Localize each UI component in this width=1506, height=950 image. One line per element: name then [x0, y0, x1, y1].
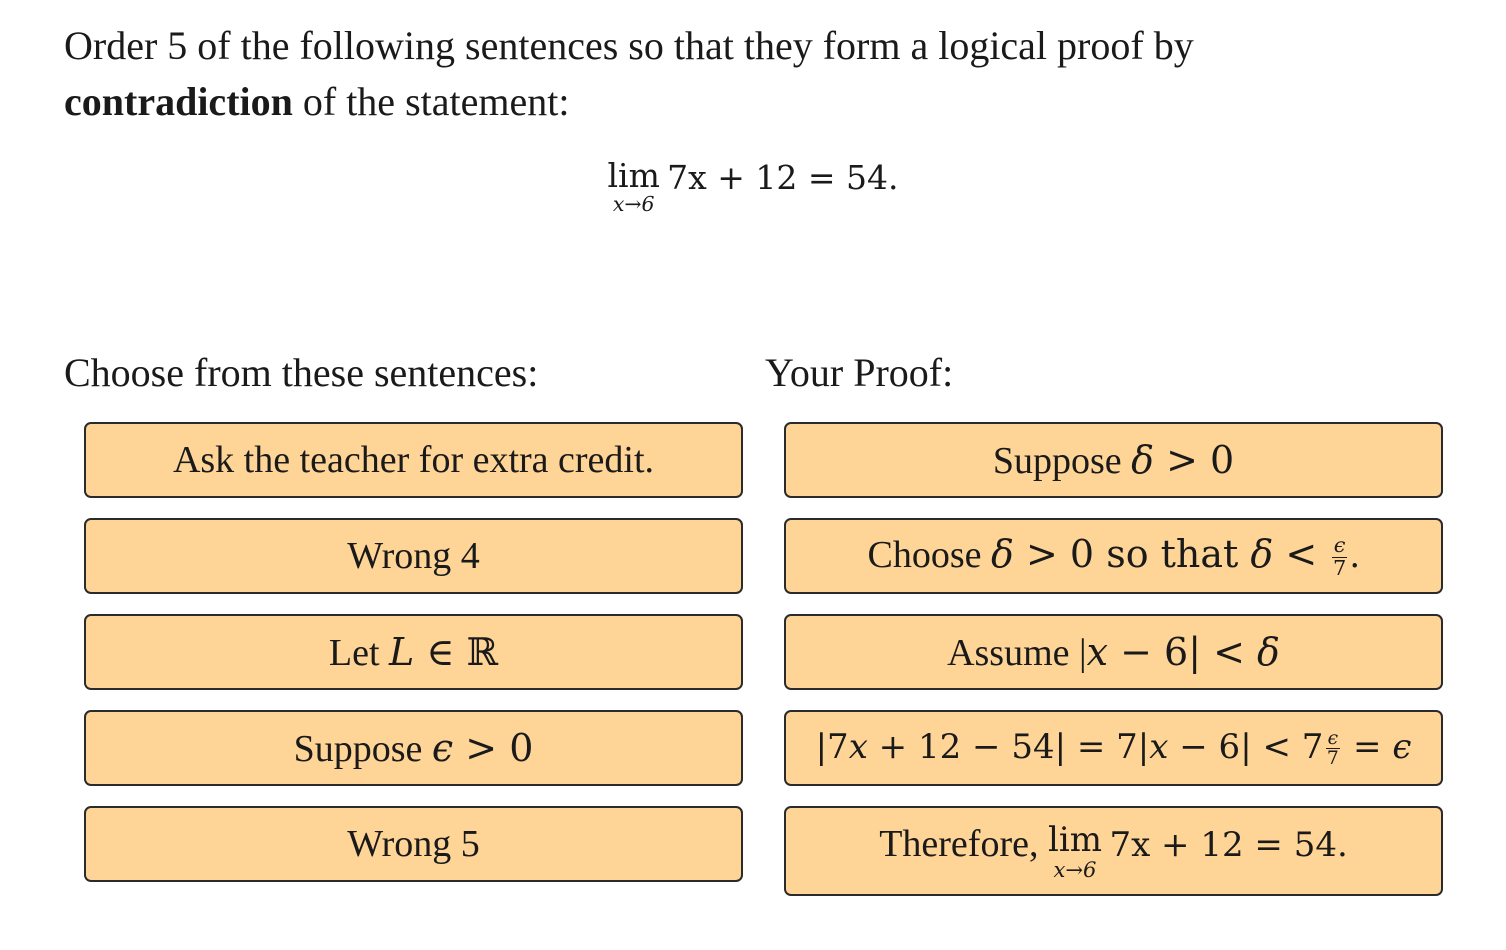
- proof-text-end: .: [1349, 533, 1360, 576]
- limit-body: 7x: [667, 158, 707, 197]
- choice-text: Ask the teacher for extra credit.: [172, 439, 655, 481]
- proof-card-suppose-delta[interactable]: [784, 422, 1443, 498]
- limit-body-rest: + 12 = 54.: [717, 158, 899, 197]
- proof-math-part: =: [1342, 726, 1393, 767]
- proof-text: [947, 630, 1280, 675]
- choice-text: Wrong 5: [347, 823, 480, 865]
- choice-text: [294, 726, 534, 771]
- instructions-emphasis: contradiction: [64, 79, 293, 124]
- proof-math-part: + 12 − 54| = 7|: [867, 726, 1150, 767]
- limit-word: lim: [607, 156, 660, 195]
- proof-math-var: x: [848, 726, 868, 767]
- choice-math-var: ϵ: [431, 725, 454, 770]
- choice-text: [329, 630, 498, 675]
- limit-operator: [1047, 819, 1102, 883]
- proof-math-part: |7: [815, 726, 849, 767]
- proof-math-var: x: [1086, 629, 1109, 674]
- proof-list: [784, 422, 1443, 916]
- limit-subscript: x→6: [1053, 857, 1097, 883]
- choice-card-extra-credit[interactable]: [84, 422, 743, 498]
- choice-text-pre: Let: [328, 631, 390, 674]
- proof-text-pre: Choose: [867, 533, 992, 576]
- choices-list: [84, 422, 743, 902]
- proof-card-choose-delta[interactable]: [784, 518, 1443, 594]
- proof-card-assume[interactable]: [784, 614, 1443, 690]
- statement-formula: [0, 158, 1506, 215]
- proof-card-inequality[interactable]: [784, 710, 1443, 786]
- limit-operator: [607, 158, 659, 215]
- limit-word: lim: [1047, 819, 1102, 860]
- proof-math-rest: > 0: [1154, 437, 1235, 482]
- instructions: [64, 18, 1324, 130]
- choices-heading: Choose from these sentences:: [64, 350, 539, 395]
- proof-math-var: x: [1149, 726, 1169, 767]
- proof-math-var: δ: [1250, 531, 1274, 576]
- fraction: [1331, 535, 1348, 580]
- proof-text-mid: > 0 so that: [1013, 531, 1251, 576]
- fraction-denominator: 7: [1326, 748, 1339, 770]
- choice-math-rest: ∈ ℝ: [414, 629, 499, 674]
- fraction-denominator: 7: [1332, 556, 1347, 581]
- proof-math-var: δ: [1257, 629, 1280, 674]
- instructions-text: Order 5 of the following sentences so that they form a logical proof by: [64, 23, 1194, 68]
- proof-heading: Your Proof:: [765, 350, 954, 395]
- choice-text: Wrong 4: [347, 535, 480, 577]
- limit-body: 7x + 12 = 54.: [1109, 824, 1348, 865]
- instructions-text-end: of the statement:: [292, 79, 570, 124]
- proof-math-var: δ: [991, 531, 1014, 576]
- fraction-numerator: ϵ: [1333, 533, 1346, 558]
- proof-math-var: ϵ: [1392, 726, 1412, 767]
- fraction: [1325, 729, 1341, 769]
- proof-text: [816, 727, 1412, 769]
- proof-math-part: − 6| < 7: [1168, 726, 1324, 767]
- proof-text: [993, 438, 1234, 483]
- proof-math-rest: − 6| <: [1108, 629, 1258, 674]
- choice-card-wrong-5[interactable]: [84, 806, 743, 882]
- proof-text: [879, 819, 1348, 883]
- proof-text-pre: Therefore,: [879, 822, 1048, 865]
- choice-card-wrong-4[interactable]: [84, 518, 743, 594]
- fraction-numerator: ϵ: [1327, 727, 1339, 749]
- choice-math-rest: > 0: [453, 725, 534, 770]
- proof-math-op: <: [1273, 531, 1330, 576]
- limit-subscript: x→6: [612, 192, 655, 217]
- proof-text-pre: Assume |: [947, 631, 1087, 674]
- proof-math-var: δ: [1131, 437, 1154, 482]
- proof-text: [868, 532, 1360, 581]
- proof-card-therefore[interactable]: [784, 806, 1443, 896]
- choice-text-pre: Suppose: [293, 727, 432, 770]
- choice-math-var: L: [389, 629, 415, 674]
- choice-card-let-l[interactable]: [84, 614, 743, 690]
- choice-card-suppose-epsilon[interactable]: [84, 710, 743, 786]
- proof-text-pre: Suppose: [992, 439, 1132, 482]
